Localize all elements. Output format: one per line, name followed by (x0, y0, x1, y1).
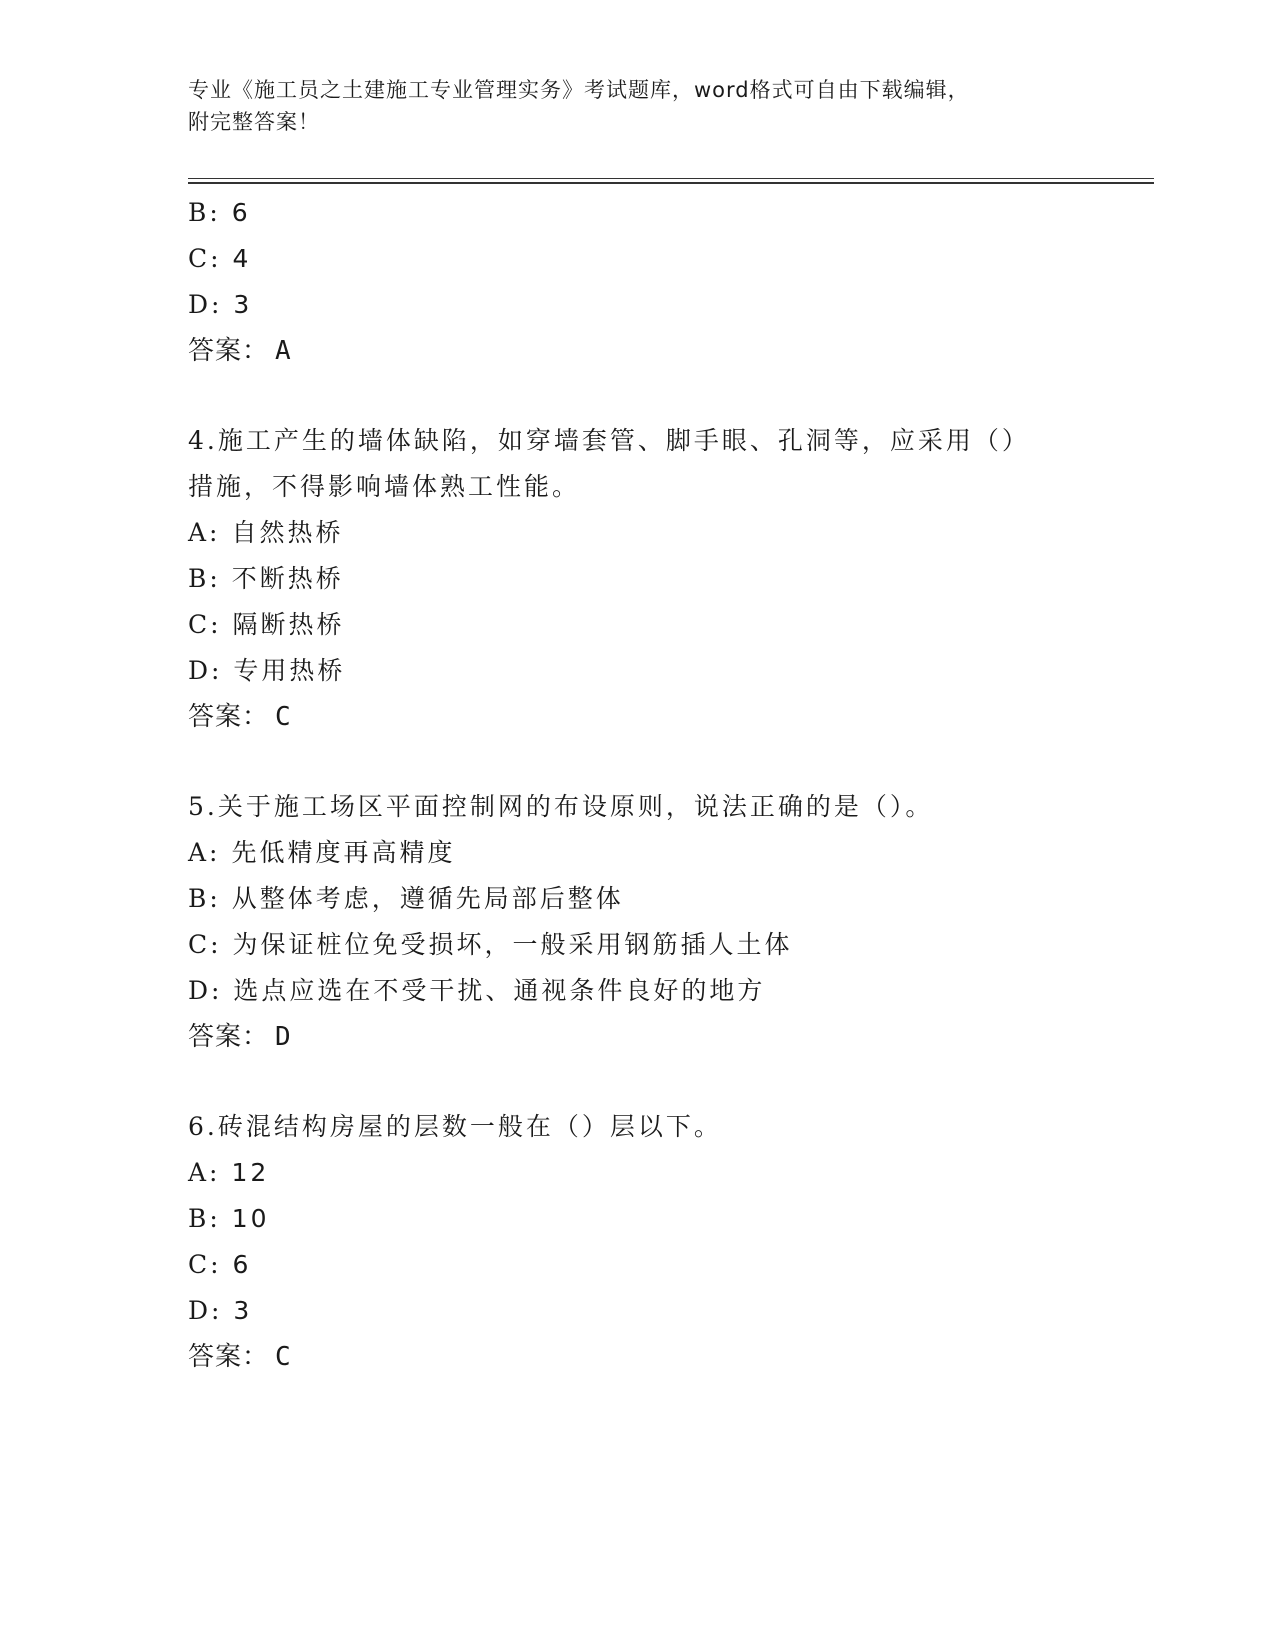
answer-line (188, 1334, 1128, 1380)
option-a (188, 1150, 1128, 1196)
option-b (188, 1196, 1128, 1242)
option-label: C: (188, 1250, 222, 1279)
answer-value: C (275, 1342, 292, 1372)
option-label: B: (188, 884, 221, 913)
answer-line (188, 694, 1128, 740)
question-stem (188, 784, 1128, 830)
option-label: A: (188, 838, 221, 867)
question-stem-line-1: 砖混结构房屋的层数一般在（）层以下。 (217, 1112, 722, 1141)
answer-value: D (275, 1022, 292, 1052)
option-label: C: (188, 930, 222, 959)
option-text: 4 (232, 244, 252, 273)
option-b (188, 556, 1128, 602)
option-text: 先低精度再高精度 (231, 838, 456, 867)
answer-line (188, 1014, 1128, 1060)
option-text: 隔断热桥 (232, 610, 345, 639)
header-divider-thin (188, 178, 1154, 179)
question-number: 6. (188, 1112, 218, 1141)
question-stem-line-1: 关于施工场区平面控制网的布设原则，说法正确的是（）。 (217, 792, 934, 821)
option-d (188, 282, 1128, 328)
document-header (188, 74, 1088, 138)
option-text: 自然热桥 (231, 518, 344, 547)
answer-label: 答案： (188, 1342, 270, 1372)
answer-label: 答案： (188, 702, 270, 732)
option-label: C: (188, 610, 222, 639)
option-text: 3 (233, 1296, 253, 1325)
question-number: 5. (188, 792, 218, 821)
question-number: 4. (188, 426, 218, 455)
option-label: A: (188, 518, 221, 547)
option-c (188, 602, 1128, 648)
option-label: B: (188, 198, 221, 227)
option-text: 6 (231, 198, 251, 227)
option-b (188, 876, 1128, 922)
option-d (188, 1288, 1128, 1334)
question-stem (188, 1104, 1128, 1150)
option-text: 12 (231, 1158, 270, 1187)
answer-line (188, 328, 1128, 374)
answer-label: 答案： (188, 336, 270, 366)
option-d (188, 648, 1128, 694)
option-label: A: (188, 1158, 221, 1187)
option-text: 6 (232, 1250, 252, 1279)
option-label: B: (188, 564, 221, 593)
question-list (188, 190, 1128, 1380)
spacer (188, 374, 1128, 418)
spacer (188, 1060, 1128, 1104)
option-label: C: (188, 244, 222, 273)
question-stem-line-2: 措施，不得影响墙体熟工性能。 (188, 472, 581, 501)
option-b (188, 190, 1128, 236)
answer-value: A (275, 336, 292, 366)
question-3-tail (188, 190, 1128, 374)
option-text: 为保证桩位免受损坏，一般采用钢筋插人土体 (232, 930, 793, 959)
option-text: 从整体考虑，遵循先局部后整体 (231, 884, 624, 913)
question-4 (188, 418, 1128, 740)
option-c (188, 922, 1128, 968)
header-divider-thick (188, 182, 1154, 184)
option-text: 专用热桥 (233, 656, 346, 685)
header-line-1: 专业《施工员之土建施工专业管理实务》考试题库，word格式可自由下载编辑， (188, 78, 970, 102)
option-text: 选点应选在不受干扰、通视条件良好的地方 (233, 976, 766, 1005)
option-c (188, 236, 1128, 282)
question-5 (188, 784, 1128, 1060)
header-line-2: 附完整答案！ (188, 110, 320, 134)
answer-label: 答案： (188, 1022, 270, 1052)
option-a (188, 830, 1128, 876)
option-d (188, 968, 1128, 1014)
option-text: 不断热桥 (231, 564, 344, 593)
question-6 (188, 1104, 1128, 1380)
question-stem-line-1: 施工产生的墙体缺陷，如穿墙套管、脚手眼、孔洞等，应采用（） (217, 426, 1030, 455)
question-stem (188, 418, 1128, 464)
option-label: B: (188, 1204, 221, 1233)
option-label: D: (188, 976, 223, 1005)
option-label: D: (188, 1296, 223, 1325)
option-text: 10 (231, 1204, 270, 1233)
option-a (188, 510, 1128, 556)
answer-value: C (275, 702, 292, 732)
option-c (188, 1242, 1128, 1288)
option-text: 3 (233, 290, 253, 319)
option-label: D: (188, 290, 223, 319)
spacer (188, 740, 1128, 784)
option-label: D: (188, 656, 223, 685)
